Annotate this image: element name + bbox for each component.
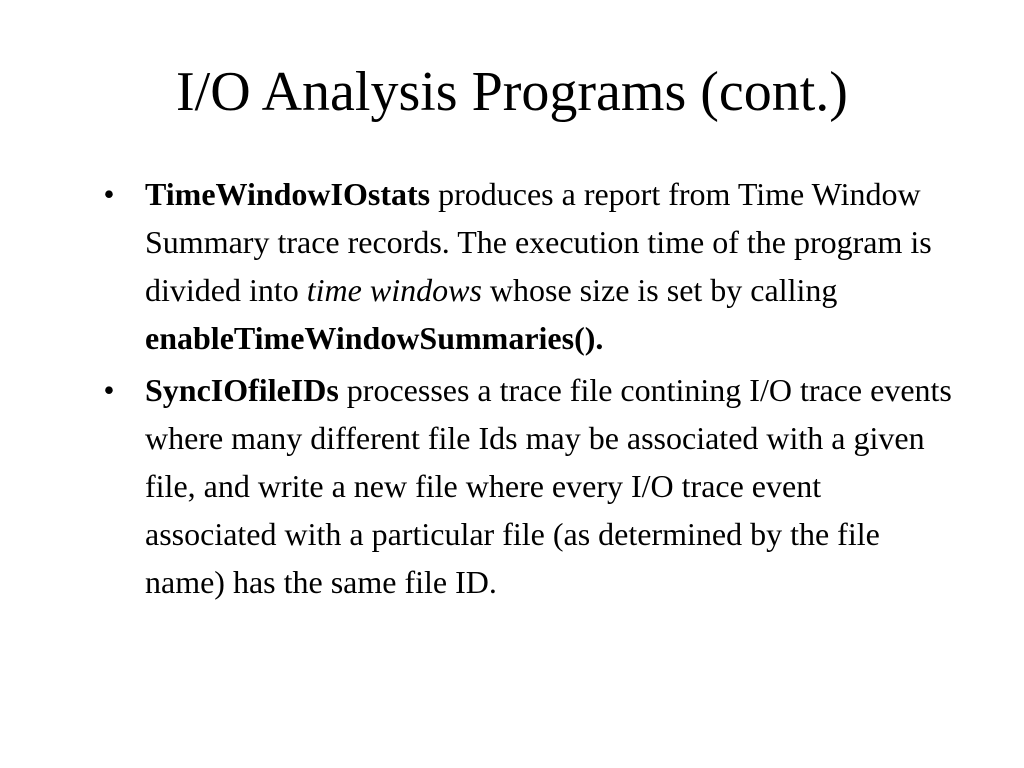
bullet-text-continued: whose size is set by calling xyxy=(481,272,838,308)
bullet-text: produces a report from Time Window Summary trace records. The execution time of the program is divided into xyxy=(145,176,932,308)
bullet-timewindowiostats xyxy=(99,170,959,362)
bullet-synciofileids xyxy=(99,366,959,606)
bullet-marker-icon: • xyxy=(103,176,115,212)
italic-term: time windows xyxy=(306,272,482,308)
program-name-synciofileids: SyncIOfileIDs xyxy=(145,372,339,408)
slide-title: I/O Analysis Programs (cont.) xyxy=(176,61,848,123)
program-name-timewindowiostats: TimeWindowIOstats xyxy=(145,176,431,212)
function-name: enableTimeWindowSummaries(). xyxy=(145,320,604,356)
bullet-marker-icon: • xyxy=(103,372,115,408)
bullet-text: processes a trace file contining I/O trace events where many different file Ids may be associated with a given file, and write a new file where every I/O trace event associated with a particular file (as determined by the file name) has the same file ID. xyxy=(145,372,952,600)
bullet-list xyxy=(99,170,959,610)
